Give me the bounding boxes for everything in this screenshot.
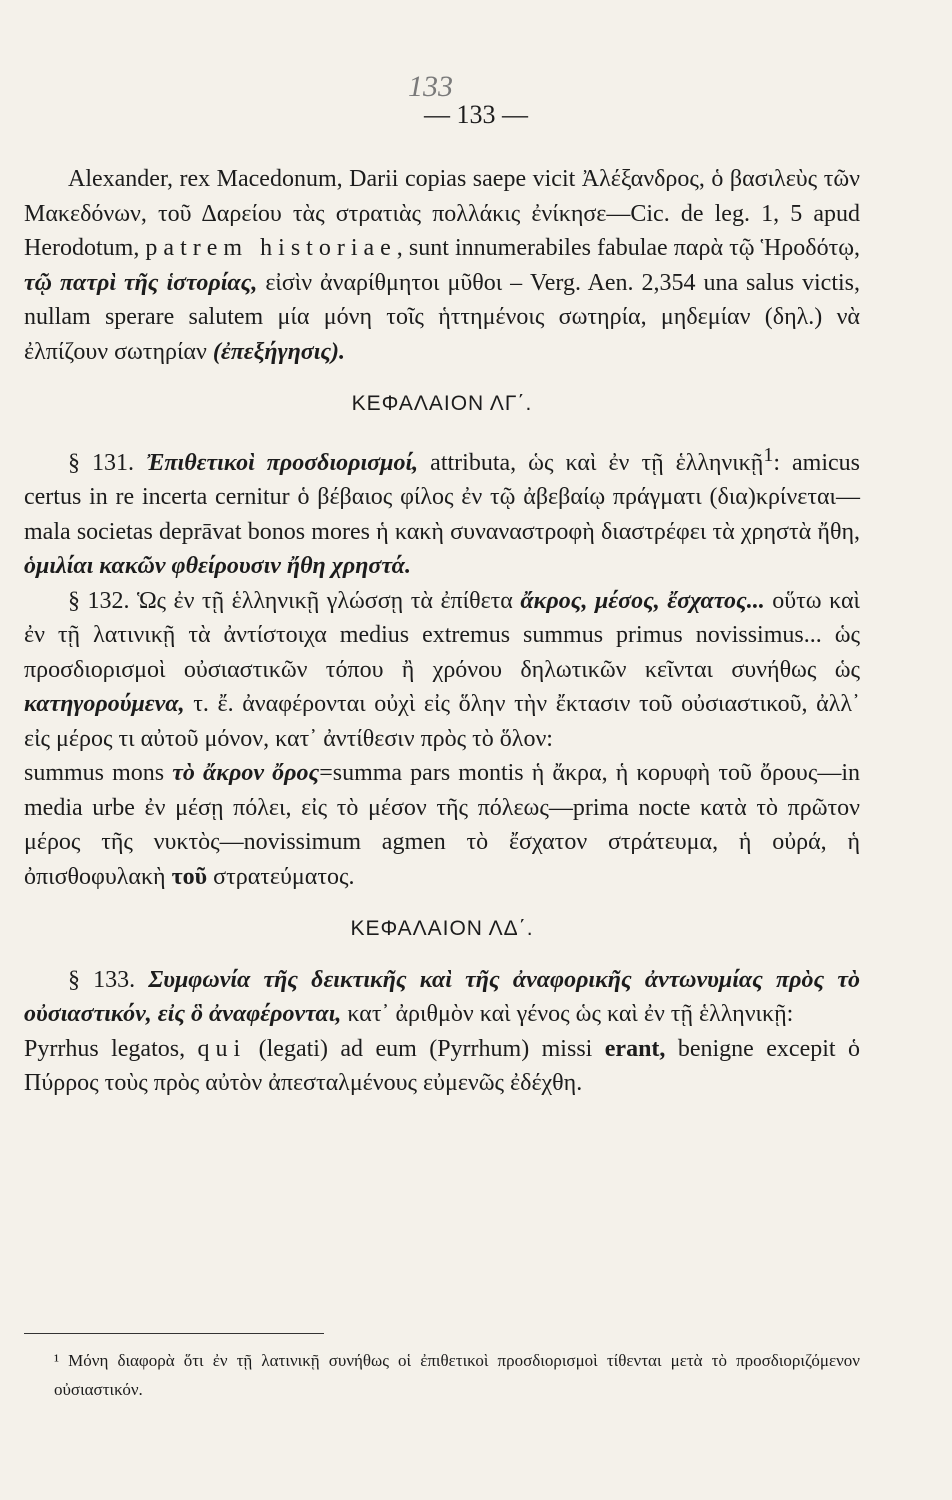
footnote [24, 1346, 860, 1404]
section-133-text-7: benigne excepit ὁ Πύρρος τοὺς πρὸς αὐτὸν ἀπεσταλμένους εὐμενῶς ἐδέχθη. [24, 1035, 860, 1096]
section-133-text-3: Pyrrhus legatos, [24, 1035, 198, 1062]
section-133-text-5: (legati) ad eum (Pyrrhum) missi [246, 1035, 605, 1062]
section-132-text-6: summus mons [24, 760, 173, 786]
section-133-number: § 133. [68, 966, 149, 993]
section-133 [24, 963, 860, 1032]
p1-bold-italic-f: (ἐπεξήγησις). [212, 338, 346, 365]
footnote-marker: 1 [763, 443, 774, 466]
section-133-example [24, 1032, 860, 1101]
chapter-heading-lg: ΚΕΦΑΛΑΙΟΝ ΛΓ΄. [351, 392, 533, 415]
section-132-text-3: οὕτω καὶ ἐν τῇ λατινικῇ τὰ ἀντίστοιχα medius extremus summus primus novissimus... ὡς προσδιορισμοὶ οὐσιαστικῶν τόπου ἢ χρόνου δηλωτικῶν κεῖνται συνήθως ὡς [24, 587, 861, 683]
chapter-heading-ld: ΚΕΦΑΛΑΙΟΝ ΛΔ΄. [350, 917, 534, 940]
section-131-text-2: attributa, ὡς καὶ ἐν τῇ ἑλληνικῇ [418, 449, 764, 476]
footnote-rule [24, 1333, 324, 1334]
section-132-text-10: στρατεύματος. [207, 863, 355, 890]
p1-text-a: Alexander, rex Macedonum, Darii copias saepe vicit Ἀλέξανδρος, ὁ βασιλεὺς τῶν Μακεδόνων, τοῦ Δαρείου τὰς στρατιὰς πολλάκις ἐνίκησε—Cic. de leg. 1, 5 apud Herodotum, [24, 166, 860, 261]
section-133-title: Συμφωνία τῆς δεικτικῆς καὶ τῆς ἀναφορικῆς ἀντωνυμίας πρὸς τὸ οὐσιαστικόν, εἰς ὃ ἀναφέρονται, [24, 966, 860, 1027]
section-131 [24, 438, 860, 584]
section-131-title: Ἐπιθετικοὶ προσδιορισμοί, [146, 449, 419, 476]
section-132-text-4: κατηγορούμενα, [24, 691, 185, 717]
handwritten-page-number: 133 [408, 70, 453, 103]
p1-text-c: , sunt innumerabiles fabulae παρὰ τῷ Ἡροδότῳ, [396, 235, 861, 261]
paragraph-alexander [24, 162, 860, 369]
section-133-text-2: κατ᾽ ἀριθμὸν καὶ γένος ὡς καὶ ἐν τῇ ἑλληνικῇ: [341, 1001, 794, 1027]
main-text [24, 162, 860, 1101]
p1-text-e: εἰσὶν ἀναρίθμητοι μῦθοι – Verg. Aen. 2,354 una salus victis, nullam sperare salutem μία μόνη τοῖς ἡττημένοις σωτηρία, μηδεμίαν (δηλ.) νὰ ἐλπίζουν σωτηρίαν [24, 269, 860, 365]
p1-bold-italic-d: τῷ πατρὶ τῆς ἱστορίας, [24, 269, 258, 296]
section-131-text-3: : amicus certus in re incerta cernitur ὁ βέβαιος φίλος ἐν τῷ ἀβεβαίῳ πράγματι (δια)κρίνεται—mala societas deprāvat bonos mores ἡ κακὴ συναναστροφὴ διαστρέφει τὰ χρηστὰ ἤθη, [24, 449, 861, 545]
section-132-text-1: Ὡς ἐν τῇ ἑλληνικῇ γλώσσῃ τὰ ἐπίθετα [137, 587, 521, 614]
page-number: — 133 — [424, 100, 528, 129]
section-132-text-5: τ. ἔ. ἀναφέρονται οὐχὶ εἰς ὅλην τὴν ἔκτασιν τοῦ οὐσιαστικοῦ, ἀλλ᾽ εἰς μέρος τι αὐτοῦ μόνον, κατ᾽ ἀντίθεσιν πρὸς τὸ ὅλον: [24, 691, 860, 752]
section-132-examples [24, 756, 860, 894]
section-133-spaced-qui: qui [197, 1035, 247, 1062]
section-132-text-7: τὸ ἄκρον ὄρος [172, 760, 320, 786]
section-132 [24, 584, 860, 757]
section-132-text-8: =summa pars montis ἡ ἄκρα, ἡ κορυφὴ τοῦ ὄρους—in media urbe ἐν μέσῃ πόλει, εἰς τὸ μέσον τῆς πόλεως—prima nocte κατὰ τὸ πρῶτον μέρος τῆς νυκτὸς—novissimum agmen τὸ ἔσχατον στράτευμα, ἡ οὐρά, ἡ ὀπισθοφυλακὴ [24, 760, 860, 890]
section-132-text-2: ἄκρος, μέσος, ἔσχατος... [520, 587, 765, 614]
section-133-text-6: erant, [604, 1035, 666, 1062]
section-131-text-4: ὁμιλίαι κακῶν φθείρουσιν ἤθη χρηστά. [24, 553, 411, 579]
section-132-number: § 132. [68, 587, 137, 614]
section-131-number: § 131. [68, 449, 147, 476]
footnote-text: ¹ Μόνη διαφορὰ ὅτι ἐν τῇ λατινικῇ συνήθως οἱ ἐπιθετικοὶ προσδιορισμοὶ τίθενται μετὰ τὸ προσδιοριζόμενον οὐσιαστικόν. [54, 1351, 860, 1399]
section-132-text-9: τοῦ [171, 863, 208, 890]
p1-spaced-patrem-historiae: patrem historiae [145, 235, 397, 261]
